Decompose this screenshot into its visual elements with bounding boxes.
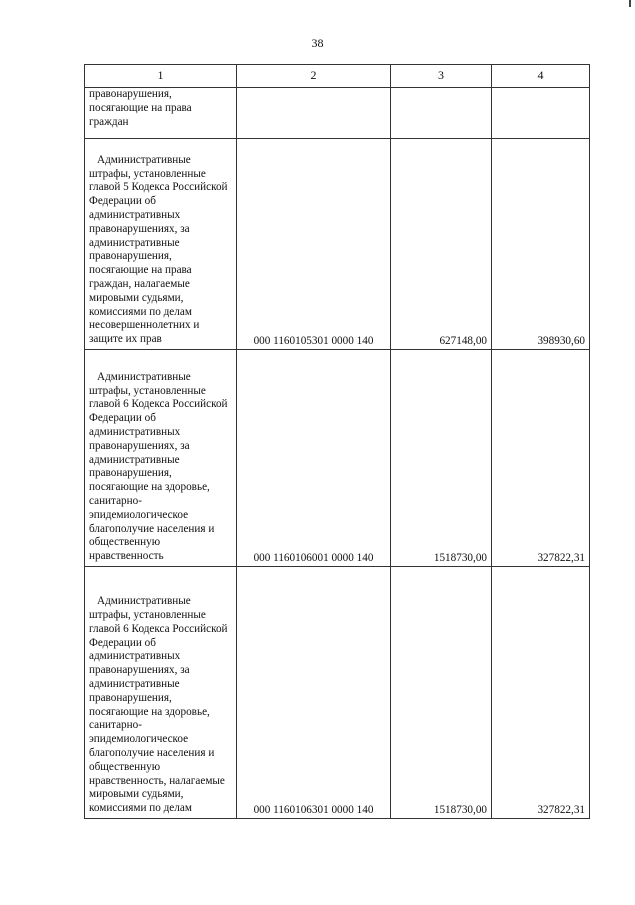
row-value-col3: 627148,00 bbox=[391, 139, 492, 350]
column-header-3: 3 bbox=[391, 65, 492, 88]
row-value-col3 bbox=[391, 88, 492, 139]
column-header-2: 2 bbox=[237, 65, 391, 88]
row-value-col4 bbox=[492, 88, 590, 139]
page-number: 38 bbox=[311, 36, 324, 50]
table-row bbox=[85, 88, 590, 139]
row-value-col4: 327822,31 bbox=[492, 567, 590, 819]
table-row bbox=[85, 350, 590, 567]
row-value-col4: 327822,31 bbox=[492, 350, 590, 567]
column-header-1: 1 bbox=[85, 65, 237, 88]
row-description-text: Административные штрафы, установленные главой 6 Кодекса Российской Федерации об административных правонарушениях, за административные правонарушения, посягающие на здоровье, санитарно-эпидемиологическое благополучие населения и общественную нравственность bbox=[89, 370, 228, 563]
row-description bbox=[85, 567, 237, 819]
row-value-col3: 1518730,00 bbox=[391, 350, 492, 567]
column-header-4: 4 bbox=[492, 65, 590, 88]
row-value-col3: 1518730,00 bbox=[391, 567, 492, 819]
row-description bbox=[85, 139, 237, 350]
row-description bbox=[85, 88, 237, 139]
scan-mark bbox=[629, 0, 631, 7]
table-header-row bbox=[85, 65, 590, 88]
row-description-text: Административные штрафы, установленные главой 5 Кодекса Российской Федерации об административных правонарушениях, за административные правонарушения, посягающие на права граждан, налагаемые мировыми судьями, комиссиями по делам несовершеннолетних и защите их прав bbox=[89, 153, 228, 346]
row-code: 000 1160105301 0000 140 bbox=[237, 139, 391, 350]
row-code bbox=[237, 88, 391, 139]
row-code: 000 1160106001 0000 140 bbox=[237, 350, 391, 567]
row-description-text: Административные штрафы, установленные главой 6 Кодекса Российской Федерации об административных правонарушениях, за административные правонарушения, посягающие на здоровье, санитарно-эпидемиологическое благополучие населения и общественную нравственность, налагаемые мировыми судьями, комиссиями по делам bbox=[89, 595, 228, 815]
budget-table bbox=[84, 64, 590, 819]
row-description bbox=[85, 350, 237, 567]
table-row bbox=[85, 139, 590, 350]
table-row bbox=[85, 567, 590, 819]
row-code: 000 1160106301 0000 140 bbox=[237, 567, 391, 819]
row-value-col4: 398930,60 bbox=[492, 139, 590, 350]
row-description-text: правонарушения, посягающие на права граждан bbox=[89, 88, 192, 128]
